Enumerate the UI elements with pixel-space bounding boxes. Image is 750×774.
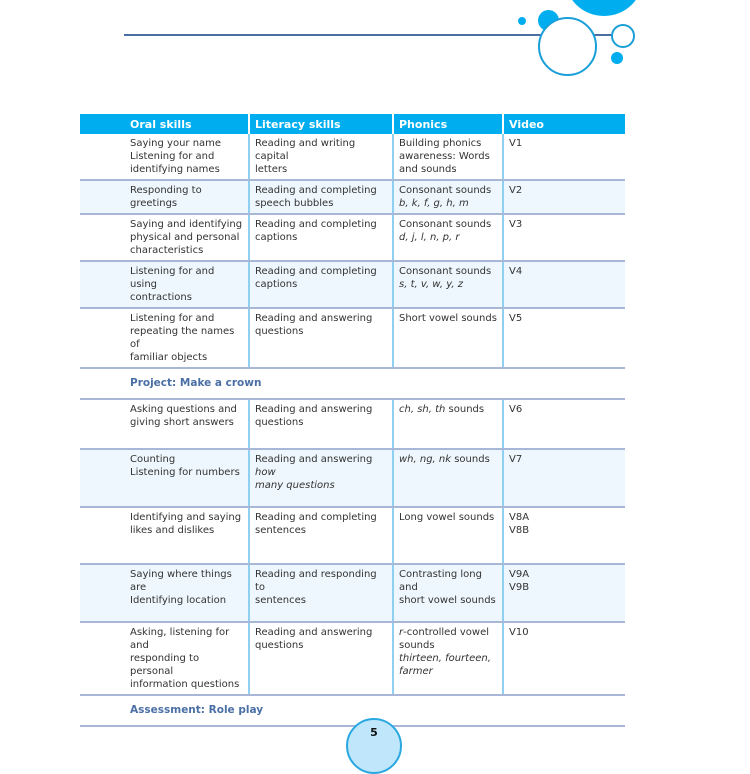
cell-line: V8A — [509, 512, 530, 523]
cell-video — [503, 261, 625, 308]
cell-oral-skills — [80, 622, 249, 695]
table-row — [80, 399, 625, 449]
table-row — [80, 507, 625, 564]
text: -controlled vowel — [403, 627, 489, 638]
cell-oral-skills — [80, 507, 249, 564]
cell-line: Listening for numbers — [130, 467, 240, 478]
cell-line — [399, 665, 497, 678]
cell-oral-skills — [80, 308, 249, 368]
cell-line: Reading and answering — [255, 627, 373, 638]
cell-line: Reading and answering — [255, 313, 373, 324]
cell-line — [399, 626, 497, 639]
italic-text: ch, sh, th — [399, 404, 446, 415]
cell-line: V3 — [509, 219, 523, 230]
cell-line: Reading and completing — [255, 219, 377, 230]
header-oral-skills: Oral skills — [80, 114, 249, 134]
cell-line — [399, 197, 497, 210]
cell-line: Long vowel sounds — [399, 512, 495, 523]
cell-oral-skills — [80, 564, 249, 622]
cell-literacy-skills — [249, 507, 393, 564]
cell-line: Asking questions and — [130, 404, 237, 415]
cell-video — [503, 622, 625, 695]
cell-line: responding to personal — [130, 653, 200, 677]
section-row — [80, 368, 625, 399]
cell-line: Identifying location — [130, 595, 227, 606]
table-row — [80, 564, 625, 622]
cell-line: physical and personal — [130, 232, 240, 243]
cell-line: Listening for and using — [130, 266, 215, 290]
cell-line: characteristics — [130, 245, 204, 256]
cell-line — [399, 652, 497, 665]
cell-oral-skills — [80, 449, 249, 507]
table-row — [80, 180, 625, 214]
cell-video — [503, 564, 625, 622]
cell-line: V9B — [509, 582, 530, 593]
section-row — [80, 695, 625, 726]
cell-phonics — [393, 261, 503, 308]
cell-line: familiar objects — [130, 352, 208, 363]
cell-oral-skills — [80, 261, 249, 308]
cell-line: Consonant sounds — [399, 219, 492, 230]
cell-line: Short vowel sounds — [399, 313, 497, 324]
table-row — [80, 214, 625, 261]
table-row — [80, 134, 625, 180]
cell-line: captions — [255, 232, 298, 243]
cell-line: Consonant sounds — [399, 266, 492, 277]
cell-phonics — [393, 564, 503, 622]
text: Reading and answering — [255, 454, 373, 465]
cell-video — [503, 308, 625, 368]
cell-line: sentences — [255, 595, 306, 606]
cell-line: Asking, listening for and — [130, 627, 230, 651]
cell-line: Listening for and — [130, 151, 215, 162]
cell-line: Reading and writing capital — [255, 138, 356, 162]
cell-line: Contrasting long and — [399, 569, 482, 593]
italic-text: s, t, v, w, y, z — [399, 279, 463, 290]
cell-line: V9A — [509, 569, 530, 580]
cell-line: captions — [255, 279, 298, 290]
cell-video — [503, 449, 625, 507]
cell-phonics — [393, 214, 503, 261]
decor-circle-large-filled — [565, 0, 643, 16]
italic-text: b, k, f, g, h, m — [399, 198, 469, 209]
cell-line: giving short answers — [130, 417, 234, 428]
cell-line: V2 — [509, 185, 523, 196]
cell-phonics — [393, 134, 503, 180]
italic-text: farmer — [399, 666, 433, 677]
cell-literacy-skills — [249, 180, 393, 214]
cell-line — [399, 403, 497, 416]
cell-line: V5 — [509, 313, 523, 324]
cell-line — [399, 278, 497, 291]
page-number: 5 — [370, 726, 378, 739]
cell-line: awareness: Words — [399, 151, 490, 162]
decor-circle-outline-large — [538, 17, 597, 76]
header-phonics: Phonics — [393, 114, 503, 134]
cell-phonics — [393, 180, 503, 214]
cell-phonics — [393, 308, 503, 368]
cell-line: Consonant sounds — [399, 185, 492, 196]
decor-circle-small-dot — [518, 17, 526, 25]
cell-line — [255, 479, 387, 492]
cell-line: and sounds — [399, 164, 457, 175]
cell-line — [399, 453, 497, 466]
cell-line: identifying names — [130, 164, 220, 175]
decor-circle-dot-bottom — [611, 52, 623, 64]
cell-line: letters — [255, 164, 288, 175]
cell-line: questions — [255, 417, 304, 428]
header-literacy-skills: Literacy skills — [249, 114, 393, 134]
cell-line: Listening for and — [130, 313, 215, 324]
cell-line: V7 — [509, 454, 523, 465]
cell-line: questions — [255, 640, 304, 651]
skills-table — [80, 114, 625, 727]
header-video: Video — [503, 114, 625, 134]
italic-text: wh, ng, nk — [399, 454, 452, 465]
cell-literacy-skills — [249, 622, 393, 695]
cell-line: Responding to greetings — [130, 185, 202, 209]
decor-circle-outline-small — [611, 24, 635, 48]
italic-text: thirteen, fourteen, — [399, 653, 491, 664]
cell-literacy-skills — [249, 308, 393, 368]
italic-text: how — [255, 467, 276, 478]
cell-line: questions — [255, 326, 304, 337]
cell-line: V8B — [509, 525, 530, 536]
cell-oral-skills — [80, 214, 249, 261]
cell-line: information questions — [130, 679, 240, 690]
cell-line: V10 — [509, 627, 529, 638]
cell-oral-skills — [80, 399, 249, 449]
cell-line: V6 — [509, 404, 523, 415]
cell-line: repeating the names of — [130, 326, 235, 350]
cell-line: Reading and answering — [255, 404, 373, 415]
cell-line: Saying where things are — [130, 569, 232, 593]
cell-phonics — [393, 399, 503, 449]
cell-video — [503, 214, 625, 261]
cell-phonics — [393, 507, 503, 564]
text: sounds — [445, 404, 485, 415]
table-row — [80, 449, 625, 507]
cell-phonics — [393, 449, 503, 507]
cell-video — [503, 507, 625, 564]
cell-line: sounds — [399, 640, 435, 651]
cell-literacy-skills — [249, 449, 393, 507]
cell-oral-skills — [80, 134, 249, 180]
table-row — [80, 261, 625, 308]
italic-text: r — [399, 627, 404, 638]
cell-oral-skills — [80, 180, 249, 214]
page-number-badge — [346, 718, 402, 774]
cell-literacy-skills — [249, 134, 393, 180]
cell-video — [503, 399, 625, 449]
table-row — [80, 622, 625, 695]
cell-video — [503, 180, 625, 214]
cell-line: short vowel sounds — [399, 595, 496, 606]
cell-literacy-skills — [249, 564, 393, 622]
cell-line: Counting — [130, 454, 176, 465]
cell-phonics — [393, 622, 503, 695]
italic-text: d, j, l, n, p, r — [399, 232, 460, 243]
cell-line: contractions — [130, 292, 192, 303]
cell-line: Identifying and saying — [130, 512, 242, 523]
cell-line: Reading and completing — [255, 266, 377, 277]
cell-line: likes and dislikes — [130, 525, 215, 536]
cell-literacy-skills — [249, 261, 393, 308]
cell-line: Reading and completing — [255, 185, 377, 196]
cell-line: speech bubbles — [255, 198, 334, 209]
table-header-row — [80, 114, 625, 134]
cell-line: Reading and responding to — [255, 569, 377, 593]
cell-line: Saying your name — [130, 138, 222, 149]
italic-text: many questions — [255, 480, 335, 491]
cell-literacy-skills — [249, 214, 393, 261]
cell-line: Building phonics — [399, 138, 482, 149]
cell-line: Reading and completing — [255, 512, 377, 523]
cell-line: V4 — [509, 266, 523, 277]
cell-line — [399, 231, 497, 244]
cell-line: V1 — [509, 138, 523, 149]
cell-line: Saying and identifying — [130, 219, 243, 230]
cell-line — [255, 453, 387, 479]
cell-video — [503, 134, 625, 180]
cell-line: sentences — [255, 525, 306, 536]
section-title: Project: Make a crown — [80, 368, 625, 399]
table-row — [80, 308, 625, 368]
text: sounds — [451, 454, 490, 465]
cell-literacy-skills — [249, 399, 393, 449]
section-title: Assessment: Role play — [80, 695, 625, 726]
